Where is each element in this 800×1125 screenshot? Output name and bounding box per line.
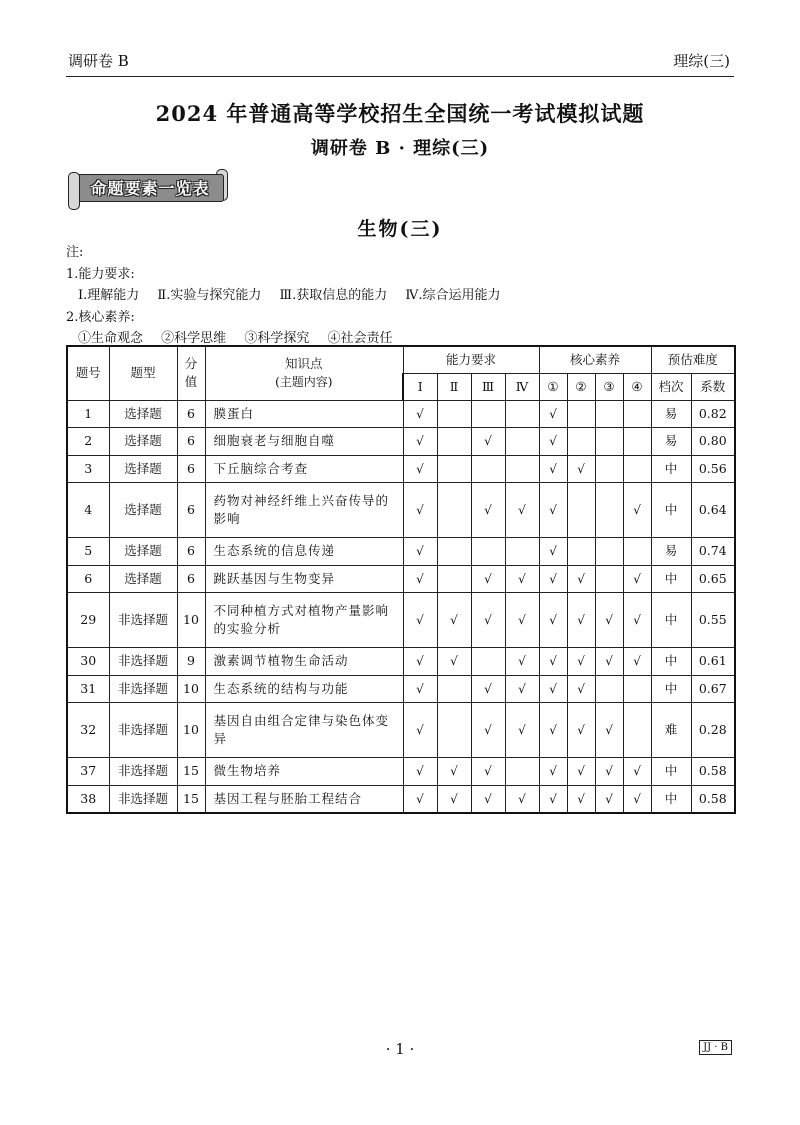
cell-ability-check [437,455,471,483]
cell-topic: 微生物培养 [205,758,403,786]
ability-item: Ⅱ.实验与探究能力 [157,288,262,303]
page-subtitle: 调研卷 B · 理综(三) [310,138,490,159]
table-row [67,400,735,428]
table-row [67,785,735,813]
cell-literacy-check: √ [539,565,567,593]
cell-type: 选择题 [109,455,177,483]
header-ability-col: Ⅳ [505,373,539,400]
cell-num: 29 [67,593,109,648]
table-row [67,648,735,676]
header-ability-col: Ⅱ [437,373,471,400]
cell-ability-check: √ [505,593,539,648]
cell-type: 选择题 [109,538,177,566]
cell-score: 6 [177,400,205,428]
cell-ability-check: √ [403,483,437,538]
cell-ability-check: √ [471,483,505,538]
cell-ability-check [471,455,505,483]
cell-ability-check: √ [471,675,505,703]
literacy-item: ①生命观念 [78,331,144,346]
cell-literacy-check [623,703,651,758]
table-row [67,703,735,758]
doc-code: JJ · B [699,1040,732,1055]
cell-ability-check: √ [403,400,437,428]
cell-literacy-check: √ [539,675,567,703]
cell-ability-check [437,400,471,428]
cell-ability-check: √ [471,428,505,456]
cell-ability-check: √ [403,538,437,566]
cell-score: 10 [177,675,205,703]
scroll-curl-left [68,172,80,210]
header-difficulty: 预估难度 [651,346,735,373]
cell-ability-check [505,400,539,428]
cell-ability-check: √ [437,785,471,813]
cell-level: 易 [651,538,691,566]
cell-ability-check: √ [505,785,539,813]
cell-ability-check: √ [403,565,437,593]
cell-ability-check: √ [505,703,539,758]
cell-coef: 0.58 [691,785,735,813]
cell-literacy-check [595,565,623,593]
cell-literacy-check: √ [539,593,567,648]
cell-coef: 0.65 [691,565,735,593]
cell-num: 3 [67,455,109,483]
ability-item: Ⅰ.理解能力 [78,288,140,303]
cell-ability-check [505,455,539,483]
header-right: 理综(三) [673,52,730,70]
cell-literacy-check: √ [567,785,595,813]
cell-literacy-check: √ [539,758,567,786]
cell-coef: 0.28 [691,703,735,758]
header-rule [66,76,734,77]
header-ability: 能力要求 [403,346,539,373]
cell-literacy-check [567,483,595,538]
literacy-item: ③科学探究 [244,331,310,346]
header-literacy-col: ① [539,373,567,400]
cell-literacy-check [595,428,623,456]
cell-score: 15 [177,758,205,786]
cell-literacy-check [567,538,595,566]
cell-topic: 细胞衰老与细胞自噬 [205,428,403,456]
cell-literacy-check: √ [595,758,623,786]
cell-coef: 0.56 [691,455,735,483]
cell-score: 6 [177,565,205,593]
section-title: 生物(三) [357,218,443,240]
cell-literacy-check: √ [595,593,623,648]
cell-ability-check [471,648,505,676]
cell-literacy-check: √ [595,703,623,758]
header-literacy-col: ③ [595,373,623,400]
cell-type: 非选择题 [109,675,177,703]
table-row [67,455,735,483]
cell-topic: 不同种植方式对植物产量影响的实验分析 [205,593,403,648]
cell-topic: 基因工程与胚胎工程结合 [205,785,403,813]
table-row [67,593,735,648]
cell-type: 非选择题 [109,703,177,758]
header-level: 档次 [651,373,691,400]
table-row [67,428,735,456]
cell-type: 非选择题 [109,785,177,813]
cell-literacy-check [623,675,651,703]
cell-num: 38 [67,785,109,813]
cell-topic: 基因自由组合定律与染色体变异 [205,703,403,758]
ability-item: Ⅳ.综合运用能力 [405,288,501,303]
cell-ability-check: √ [403,785,437,813]
cell-level: 中 [651,593,691,648]
cell-type: 选择题 [109,565,177,593]
cell-literacy-check: √ [623,483,651,538]
cell-ability-check: √ [471,758,505,786]
cell-level: 中 [651,565,691,593]
cell-ability-check: √ [403,675,437,703]
cell-literacy-check [595,483,623,538]
ability-item: Ⅲ.获取信息的能力 [279,288,388,303]
cell-level: 中 [651,483,691,538]
cell-ability-check [471,400,505,428]
cell-type: 非选择题 [109,648,177,676]
header-left: 调研卷 B [68,52,129,70]
cell-num: 32 [67,703,109,758]
cell-ability-check: √ [403,648,437,676]
cell-topic: 跳跃基因与生物变异 [205,565,403,593]
cell-type: 选择题 [109,428,177,456]
cell-ability-check: √ [505,648,539,676]
cell-literacy-check: √ [595,648,623,676]
cell-type: 非选择题 [109,593,177,648]
cell-ability-check [437,538,471,566]
cell-ability-check [505,758,539,786]
cell-literacy-check [623,538,651,566]
header-ability-col: Ⅲ [471,373,505,400]
cell-topic: 药物对神经纤维上兴奋传导的影响 [205,483,403,538]
cell-coef: 0.74 [691,538,735,566]
cell-type: 选择题 [109,483,177,538]
cell-literacy-check: √ [539,400,567,428]
cell-score: 10 [177,703,205,758]
cell-ability-check [505,428,539,456]
cell-score: 9 [177,648,205,676]
cell-literacy-check: √ [567,648,595,676]
cell-num: 5 [67,538,109,566]
table-row [67,758,735,786]
cell-level: 中 [651,758,691,786]
cell-topic: 生态系统的信息传递 [205,538,403,566]
cell-literacy-check [595,400,623,428]
cell-literacy-check: √ [539,483,567,538]
header-score-a: 分 [184,356,198,372]
cell-score: 6 [177,455,205,483]
cell-ability-check: √ [403,428,437,456]
cell-ability-check: √ [471,593,505,648]
table-row [67,483,735,538]
section-banner [68,172,228,204]
cell-literacy-check: √ [623,565,651,593]
cell-ability-check: √ [403,758,437,786]
spec-table [66,345,736,814]
cell-literacy-check [595,455,623,483]
table-row [67,565,735,593]
cell-literacy-check: √ [567,565,595,593]
cell-literacy-check: √ [539,648,567,676]
cell-ability-check: √ [505,565,539,593]
header-type: 题型 [109,346,177,400]
cell-ability-check: √ [471,703,505,758]
notes [66,242,514,350]
cell-num: 37 [67,758,109,786]
header-topic-a: 知识点 [284,356,323,372]
cell-level: 易 [651,400,691,428]
cell-literacy-check: √ [623,785,651,813]
cell-score: 6 [177,538,205,566]
cell-topic: 膜蛋白 [205,400,403,428]
cell-coef: 0.82 [691,400,735,428]
cell-ability-check [437,483,471,538]
cell-ability-check: √ [437,648,471,676]
ability-title: 1.能力要求: [66,266,135,282]
table-row [67,675,735,703]
cell-ability-check: √ [471,565,505,593]
cell-num: 30 [67,648,109,676]
cell-literacy-check: √ [623,758,651,786]
cell-topic: 下丘脑综合考查 [205,455,403,483]
cell-num: 1 [67,400,109,428]
page-number: · 1 · [385,1040,415,1058]
cell-literacy-check [595,538,623,566]
cell-score: 6 [177,428,205,456]
header-literacy-col: ④ [623,373,651,400]
banner-label: 命题要素一览表 [90,179,210,198]
cell-type: 非选择题 [109,758,177,786]
cell-coef: 0.67 [691,675,735,703]
cell-topic: 激素调节植物生命活动 [205,648,403,676]
cell-literacy-check: √ [567,758,595,786]
cell-ability-check: √ [505,483,539,538]
cell-ability-check [437,565,471,593]
cell-literacy-check: √ [595,785,623,813]
literacy-item: ④社会责任 [327,331,393,346]
cell-ability-check [471,538,505,566]
cell-literacy-check [623,428,651,456]
cell-ability-check [437,428,471,456]
cell-ability-check: √ [403,703,437,758]
cell-literacy-check [567,428,595,456]
cell-literacy-check: √ [623,648,651,676]
cell-literacy-check [623,400,651,428]
cell-level: 易 [651,428,691,456]
page-title: 2024 年普通高等学校招生全国统一考试模拟试题 [155,101,645,126]
cell-literacy-check: √ [539,428,567,456]
cell-coef: 0.64 [691,483,735,538]
header-score [177,346,205,400]
cell-literacy-check: √ [623,593,651,648]
cell-literacy-check: √ [567,675,595,703]
cell-level: 中 [651,648,691,676]
cell-num: 31 [67,675,109,703]
cell-coef: 0.80 [691,428,735,456]
cell-level: 中 [651,455,691,483]
cell-ability-check: √ [437,758,471,786]
cell-ability-check: √ [471,785,505,813]
cell-coef: 0.61 [691,648,735,676]
cell-literacy-check: √ [567,703,595,758]
cell-score: 10 [177,593,205,648]
table-row [67,538,735,566]
cell-literacy-check [567,400,595,428]
cell-score: 6 [177,483,205,538]
cell-level: 中 [651,785,691,813]
cell-num: 2 [67,428,109,456]
header-ability-col: Ⅰ [403,373,437,400]
cell-ability-check: √ [505,675,539,703]
literacy-item: ②科学思维 [161,331,227,346]
cell-literacy-check [595,675,623,703]
cell-literacy-check: √ [567,455,595,483]
header-literacy-col: ② [567,373,595,400]
ability-list [66,285,514,307]
cell-literacy-check: √ [539,538,567,566]
cell-literacy-check: √ [539,455,567,483]
cell-type: 选择题 [109,400,177,428]
header-topic-b: (主题内容) [275,375,333,390]
cell-ability-check: √ [403,455,437,483]
cell-literacy-check [623,455,651,483]
literacy-title: 2.核心素养: [66,309,135,325]
cell-ability-check [437,703,471,758]
cell-ability-check: √ [403,593,437,648]
header-literacy: 核心素养 [539,346,651,373]
cell-ability-check [505,538,539,566]
cell-coef: 0.55 [691,593,735,648]
cell-num: 4 [67,483,109,538]
cell-level: 难 [651,703,691,758]
header-topic [205,346,403,400]
cell-level: 中 [651,675,691,703]
cell-literacy-check: √ [539,703,567,758]
cell-literacy-check: √ [539,785,567,813]
cell-ability-check: √ [437,593,471,648]
header-coef: 系数 [691,373,735,400]
cell-score: 15 [177,785,205,813]
cell-coef: 0.58 [691,758,735,786]
cell-ability-check [437,675,471,703]
header-num: 题号 [67,346,109,400]
cell-topic: 生态系统的结构与功能 [205,675,403,703]
cell-literacy-check: √ [567,593,595,648]
notes-label: 注: [66,245,84,260]
header-score-b: 值 [184,374,198,390]
cell-num: 6 [67,565,109,593]
